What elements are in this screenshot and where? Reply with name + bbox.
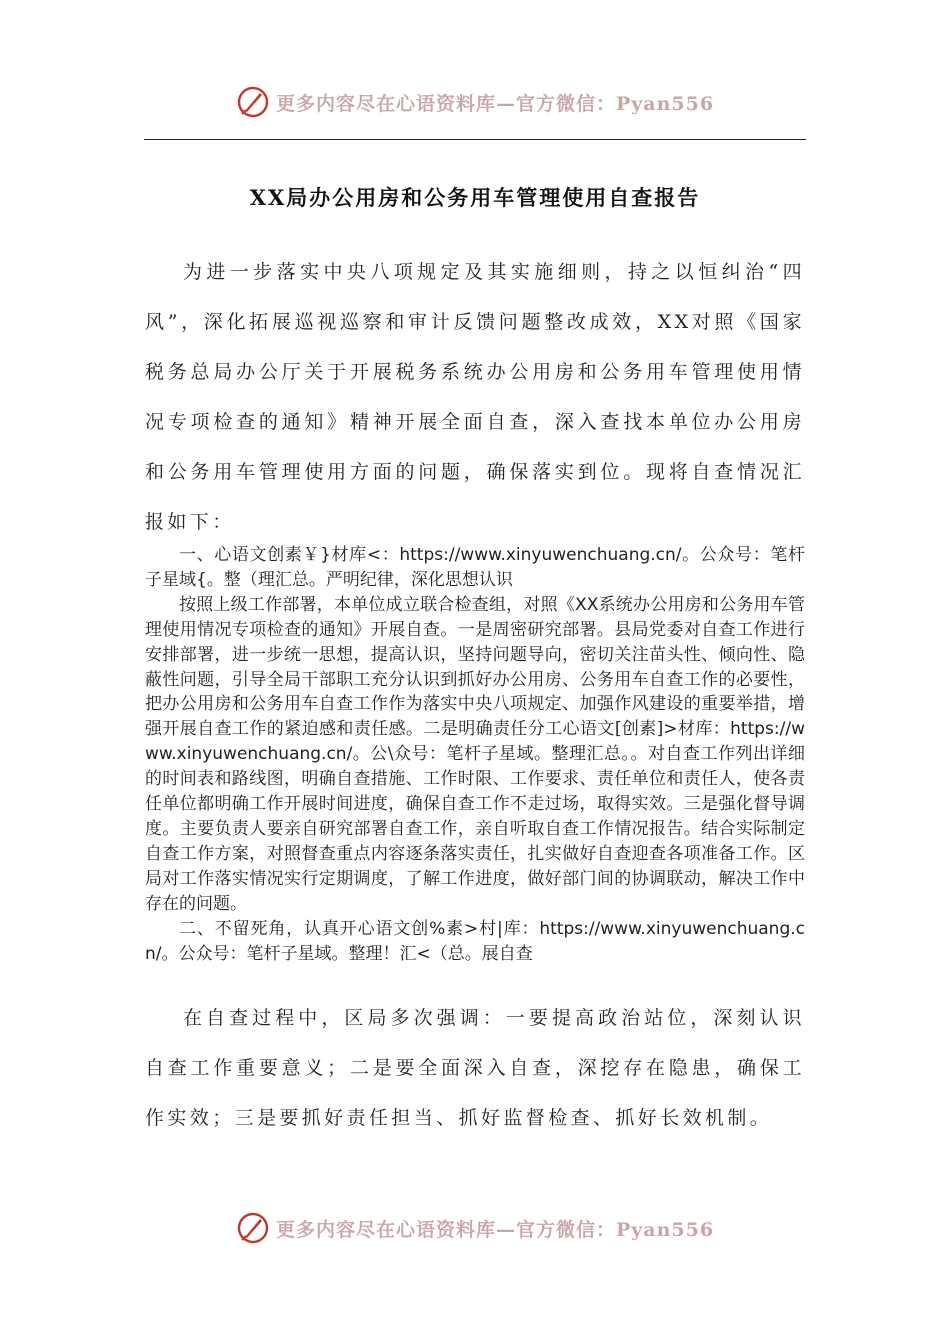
header-divider	[144, 139, 806, 140]
quill-pen-circle-icon	[236, 1211, 270, 1245]
section2-heading: 二、不留死角，认真开心语文创%素>村|库：https://www.xinyuwenchuang.cn/。公众号：笔杆子星域。整理！汇<（总。展自查	[145, 918, 805, 964]
footer-brand-text: 更多内容尽在心语资料库—官方微信：Pyan556	[275, 1218, 715, 1241]
document-title: XX局办公用房和公务用车管理使用自查报告	[249, 185, 701, 210]
quill-pen-circle-icon	[236, 85, 270, 119]
section1-body: 按照上级工作部署，本单位成立联合检查组，对照《XX系统办公用房和公务用车管理使用情况专项检查的通知》开展自查。一是周密研究部署。县局党委对自查工作进行安排部署，进一步统一思想，提高认识，坚持问题导向，密切关注苗头性、倾向性、隐蔽性问题，引导全局干部职工充分认识到抓好办公用房、公务用车自查工作的必要性，把办公用房和公务用车自查工作作为落实中央八项规定、加强作风建设的重要举措，增强开展自查工作的紧迫感和责任感。二是明确责任分工心语文[创素]>材库：https://www.xinyuwenchuang.cn/。公\众号：笔杆子星域。整理汇总。。对自查工作列出详细的时间表和路线图，明确自查措施、工作时限、工作要求、责任单位和责任人，使各责任单位都明确工作开展时间进度，确保自查工作不走过场，取得实效。三是强化督导调度。主要负责人要亲自研究部署自查工作，亲自听取自查工作情况报告。结合实际制定自查工作方案，对照督查重点内容逐条落实责任，扎实做好自查迎查各项准备工作。区局对工作落实情况实行定期调度，了解工作进度，做好部门间的协调联动，解决工作中存在的问题。	[145, 594, 805, 914]
section1-heading: 一、心语文创素￥}材库<：https://www.xinyuwenchuang.cn/。公众号：笔杆子星域{。整（理汇总。严明纪律，深化思想认识	[145, 545, 805, 590]
header-brand-text: 更多内容尽在心语资料库—官方微信：Pyan556	[275, 92, 715, 115]
page-footer-watermark	[0, 1208, 950, 1248]
intro-paragraph: 为进一步落实中央八项规定及其实施细则，持之以恒纠治“四风”，深化拓展巡视巡察和审计反馈问题整改成效，XX对照《国家税务总局办公厅关于开展税务系统办公用房和公务用车管理使用情况专项检查的通知》精神开展全面自查，深入查找本单位办公用房和公务用车管理使用方面的问题，确保落实到位。现将自查情况汇报如下：	[145, 261, 805, 533]
section2-paragraph: 在自查过程中，区局多次强调：一要提高政治站位，深刻认识自查工作重要意义；二是要全面深入自查，深挖存在隐患，确保工作实效；三是要抓好责任担当、抓好监督检查、抓好长效机制。	[145, 1007, 805, 1129]
page-header-watermark	[0, 82, 950, 122]
body-section	[145, 543, 805, 966]
